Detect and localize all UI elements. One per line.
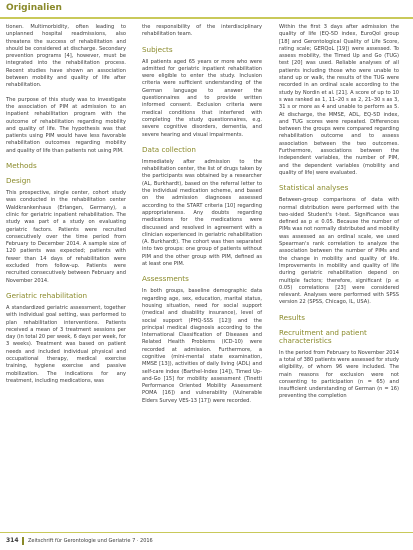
heading-assessments: Assessments — [142, 274, 189, 284]
journal-name: Zeitschrift für Gerontologie und Geriatrie 7 · 2016 — [28, 538, 153, 544]
paragraph: In both groups, baseline demographic data regarding age, sex, education, marital status, housing situation, need for social support (medical and disability insurance), level of social support (PHQ-SSS [12]) and the principal medical diagnosis according to the International Classification of Diseases and Related Health Problems (ICD-10) were recorded at admission. Furthermore, a cognitive (mini-mental state examination, MMSE [13]), activities of daily living (ADL) and self-care index (Barthel-Index [14]), Timed Up-and-Go [15] for mobility assessment (Tinetti Performance Oriented Mobility Assessment POMA [16]) and vulnerability (Vulnerable Elders Survey VES-13 [17]) were recorded. — [142, 288, 262, 404]
paragraph: Within the first 3 days after admission the quality of life (EQ-5D index, EuroQol group [18] and Gerontological Quality of Life Score, rating scale; GERQoL [19]) were assessed. To assess mobility, the Timed Up and Go (TUG) test [20] was used. Reliable analyses of all patients including those who were unable to stand up or walk, the results of the TUG were recorded in an ordinal scale according to the study by Nordin et al. [21]. A score of up to 10 s was ranked as 1, 11–20 s as 2, 21–30 s as 3, 31 s or more as 4 and unable to perform as 5. At discharge, the MMSE, ADL, EQ-5D index, and TUG scores were repeated. Differences between the groups were compared regarding rehabilitation outcome and to assess association between the two outcomes. Furthermore, associations between the independent variables, the number of PIM, and the dependent variables (mobility and quality of life) were evaluated. — [279, 24, 399, 176]
paragraph: Immediately after admission to the rehabilitation center, the list of drugs taken by the participants was obtained by a researcher (AL, Burkhardt), based on the referral letter to the individual medication scheme, and based on the admission diagnoses assessed according to the START criteria [10] regarding appropriateness. Any doubts regarding medications for the medications were discussed and resolved in agreement with a clinician experienced in geriatric rehabilitation (A. Burkhardt). The cohort was then separated into two groups: one group of patients without PIM and the other group with PIM, defined as at least one PIM. — [142, 158, 262, 268]
column-middle — [142, 24, 262, 412]
page-header — [0, 0, 413, 21]
paragraph: Between-group comparisons of data with normal distribution were performed with the two-sided Student's t-test. Significance was defined as p ≤ 0.05. Because the number of PIMs was not normally distributed and mobility was assessed as an ordinal scale, we used Spearman's rank correlation to analyze the association between the number of PIMs and the change in mobility and quality of life. Improvements in mobility and quality of life during geriatric rehabilitation depend on multiple factors; therefore, significant (p ≤ 0.05) correlations [23] were considered relevant. Analyses were performed with SPSS version 22 (SPSS, Chicago, IL, USA). — [279, 197, 399, 306]
page-footer — [0, 532, 413, 550]
heading-statistical-analyses: Statistical analyses — [279, 183, 349, 193]
paragraph: tionen. Multimorbidity, often leading to unplanned hospital readmissions, also threatens the success of rehabilitation and should be considered at discharge. Secondary prevention programs [4], however, must be integrated into the rehabilitation process. Recent studies have shown an association between mobility and quality of life after rehabilitation. — [6, 24, 126, 89]
page-number: 314 — [6, 537, 19, 544]
header-rule — [0, 17, 413, 19]
paragraph: the responsibility of the interdisciplinary rehabilitation team. — [142, 24, 262, 38]
paragraph: In the period from February to November 2014 a total of 380 patients were assessed for study eligibility, of whom 96 were included. The main reasons for exclusion were not consenting to participation (n = 65) and insufficient understanding of German (n = 16) preventing the completion — [279, 349, 399, 400]
paragraph: The purpose of this study was to investigate the association of PIM at admission to an inpatient rehabilitation program with the outcome of rehabilitation regarding mobility and quality of life. The hypothesis was that patients using PIM would have less favorable rehabilitation outcomes regarding mobility and quality of life than patients not using PIM. — [6, 96, 126, 154]
paragraph: A standardized geriatric assessment, together with individual goal setting, was performed to plan rehabilitation interventions. Patients received a mean of 3 treatment sessions per day (in total 20 per week, 6 days per week, for 3 weeks). Treatment was based on patient needs and included individual physical and occupational therapy, medical exercise training, hygiene exercise and passive mobilization. The indications for any treatment, including medications, was — [6, 304, 126, 384]
heading-subjects: Subjects — [142, 44, 173, 54]
heading-design: Design — [6, 176, 31, 186]
section-label: Originalien — [6, 3, 62, 13]
column-right — [279, 24, 399, 408]
heading-results: Results — [279, 312, 305, 322]
heading-data-collection: Data collection — [142, 144, 196, 154]
footer-accent-bar — [22, 537, 24, 545]
heading-recruitment: Recruitment and patient characteristics — [279, 327, 367, 345]
column-left — [6, 24, 126, 392]
paragraph: All patients aged 65 years or more who were admitted for geriatric inpatient rehabilitation were eligible to enter the study. Inclusion criteria were sufficient understanding of the German language to answer the questionnaires and to provide written informed consent. Exclusion criteria were medical conditions that interfered with completing the study questionnaires, e.g. severe cognitive disorders, dementia, and severe hearing and visual impairments. — [142, 58, 262, 138]
heading-methods: Methods — [6, 161, 37, 171]
footer-rule — [0, 532, 413, 533]
heading-geriatric-rehabilitation: Geriatric rehabilitation — [6, 290, 88, 300]
paragraph: This prospective, single center, cohort study was conducted in the rehabilitation center Waldkrankenhaus (Erlangen, Germany), a clinic for geriatric inpatient rehabilitation. The study was part of a study on evaluating geriatric factors. Patients were recruited consecutively over the time period from February to December 2014. A sample size of 120 patients was expected; patients with fewer than 14 days of rehabilitation were excluded from follow-up. Patients were recruited consecutively between February and November 2014. — [6, 190, 126, 284]
